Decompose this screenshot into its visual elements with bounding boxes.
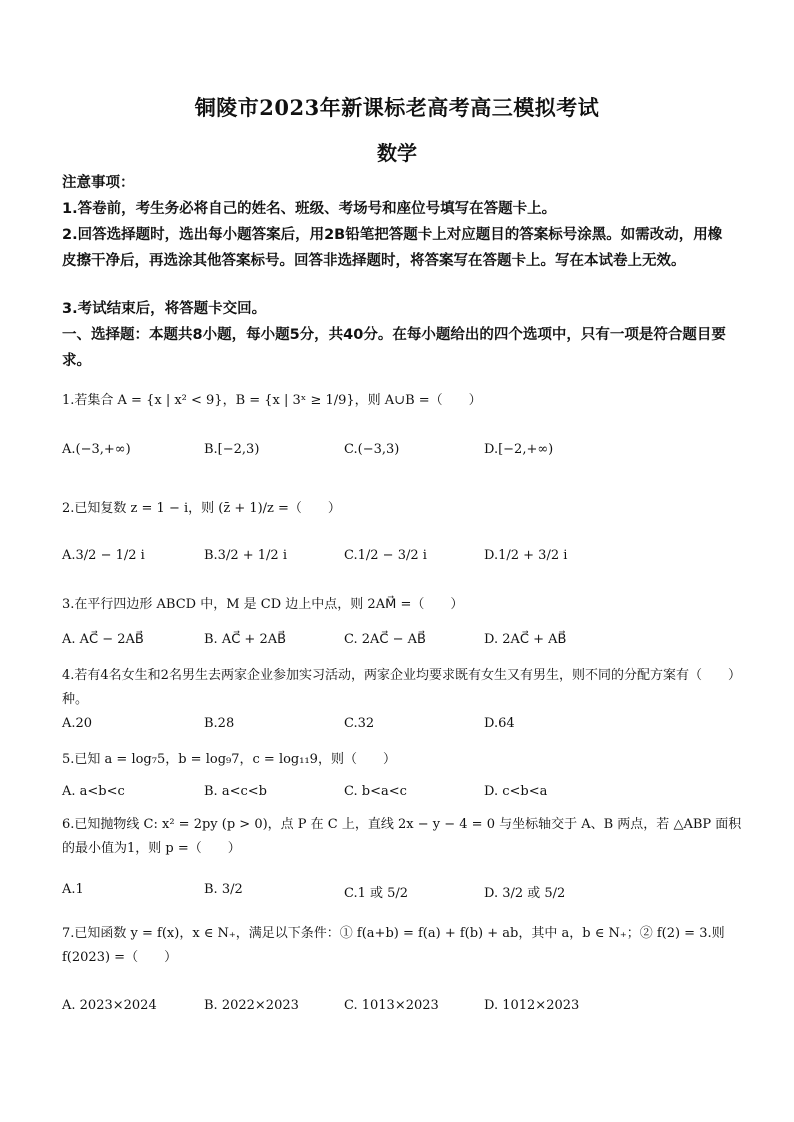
option-b: B. AC⃗ + 2AB⃗ bbox=[204, 632, 287, 647]
option-b: B.3/2 + 1/2 i bbox=[204, 548, 287, 563]
question-3-options bbox=[62, 632, 742, 660]
question-7-stem: 7.已知函数 y = f(x)，x ∈ N₊，满足以下条件：① f(a+b) = f(a) + f(b) + ab，其中 a，b ∈ N₊；② f(2) = 3.则 f(2023) =（ ） bbox=[62, 926, 725, 965]
option-a: A. 2023×2024 bbox=[62, 998, 157, 1013]
option-a: A.1 bbox=[62, 882, 84, 897]
subject-title: 数学 bbox=[377, 141, 417, 165]
option-d: D. 2AC⃗ + AB⃗ bbox=[484, 632, 567, 647]
note-2: 2.回答选择题时，选出每小题答案后，用2B铅笔把答题卡上对应题目的答案标号涂黑。如需改动，用橡皮擦干净后，再选涂其他答案标号。回答非选择题时，将答案写在答题卡上。写在本试卷上无效。 bbox=[62, 227, 723, 269]
section-heading: 一、选择题：本题共8小题，每小题5分，共40分。在每小题给出的四个选项中，只有一项是符合题目要求。 bbox=[62, 327, 726, 369]
option-d: D. c<b<a bbox=[484, 784, 548, 799]
option-c: C.1 或 5/2 bbox=[344, 886, 409, 901]
option-d: D.[−2,+∞) bbox=[484, 442, 554, 457]
question-3-stem: 3.在平行四边形 ABCD 中，M 是 CD 边上中点，则 2AM⃗ =（ ） bbox=[62, 597, 464, 612]
option-b: B. 3/2 bbox=[204, 882, 243, 897]
note-3: 3.考试结束后，将答题卡交回。 bbox=[62, 301, 267, 317]
option-b: B.28 bbox=[204, 716, 235, 731]
exam-title: 铜陵市2023年新课标老高考高三模拟考试 bbox=[194, 95, 600, 120]
option-d: D. 3/2 或 5/2 bbox=[484, 886, 566, 901]
question-4-stem: 4.若有4名女生和2名男生去两家企业参加实习活动，两家企业均要求既有女生又有男生，则不同的分配方案有（ ）种。 bbox=[62, 668, 741, 707]
option-d: D. 1012×2023 bbox=[484, 998, 580, 1013]
option-a: A.20 bbox=[62, 716, 93, 731]
question-5-options bbox=[62, 784, 742, 812]
question-1-options bbox=[62, 442, 742, 470]
option-c: C.32 bbox=[344, 716, 375, 731]
option-a: A. AC⃗ − 2AB⃗ bbox=[62, 632, 144, 647]
option-b: B.[−2,3) bbox=[204, 442, 260, 457]
option-c: C.1/2 − 3/2 i bbox=[344, 548, 427, 563]
note-1: 1.答卷前，考生务必将自己的姓名、班级、考场号和座位号填写在答题卡上。 bbox=[62, 201, 557, 217]
question-6-options bbox=[62, 882, 742, 910]
option-a: A.3/2 − 1/2 i bbox=[62, 548, 145, 563]
question-7-options bbox=[62, 998, 742, 1026]
question-2-stem: 2.已知复数 z = 1 − i，则 (z̄ + 1)/z =（ ） bbox=[62, 501, 341, 516]
notes-heading: 注意事项： bbox=[62, 175, 135, 191]
question-5-stem: 5.已知 a = log₇5，b = log₉7，c = log₁₁9，则（ ） bbox=[62, 752, 396, 767]
question-1-stem: 1.若集合 A = {x | x² < 9}，B = {x | 3ˣ ≥ 1/9}，则 A∪B =（ ） bbox=[62, 393, 482, 408]
option-c: C. 1013×2023 bbox=[344, 998, 439, 1013]
option-b: B. 2022×2023 bbox=[204, 998, 299, 1013]
option-a: A.(−3,+∞) bbox=[62, 442, 131, 457]
option-a: A. a<b<c bbox=[62, 784, 125, 799]
option-c: C. b<a<c bbox=[344, 784, 407, 799]
question-6-stem: 6.已知抛物线 C: x² = 2py (p > 0)，点 P 在 C 上，直线 2x − y − 4 = 0 与坐标轴交于 A、B 两点，若 △ABP 面积的最小值为1，则 p =（ ） bbox=[62, 817, 742, 856]
option-c: C.(−3,3) bbox=[344, 442, 400, 457]
option-b: B. a<c<b bbox=[204, 784, 267, 799]
option-d: D.64 bbox=[484, 716, 515, 731]
option-d: D.1/2 + 3/2 i bbox=[484, 548, 568, 563]
question-4-options bbox=[62, 716, 742, 744]
option-c: C. 2AC⃗ − AB⃗ bbox=[344, 632, 426, 647]
question-2-options bbox=[62, 548, 742, 576]
